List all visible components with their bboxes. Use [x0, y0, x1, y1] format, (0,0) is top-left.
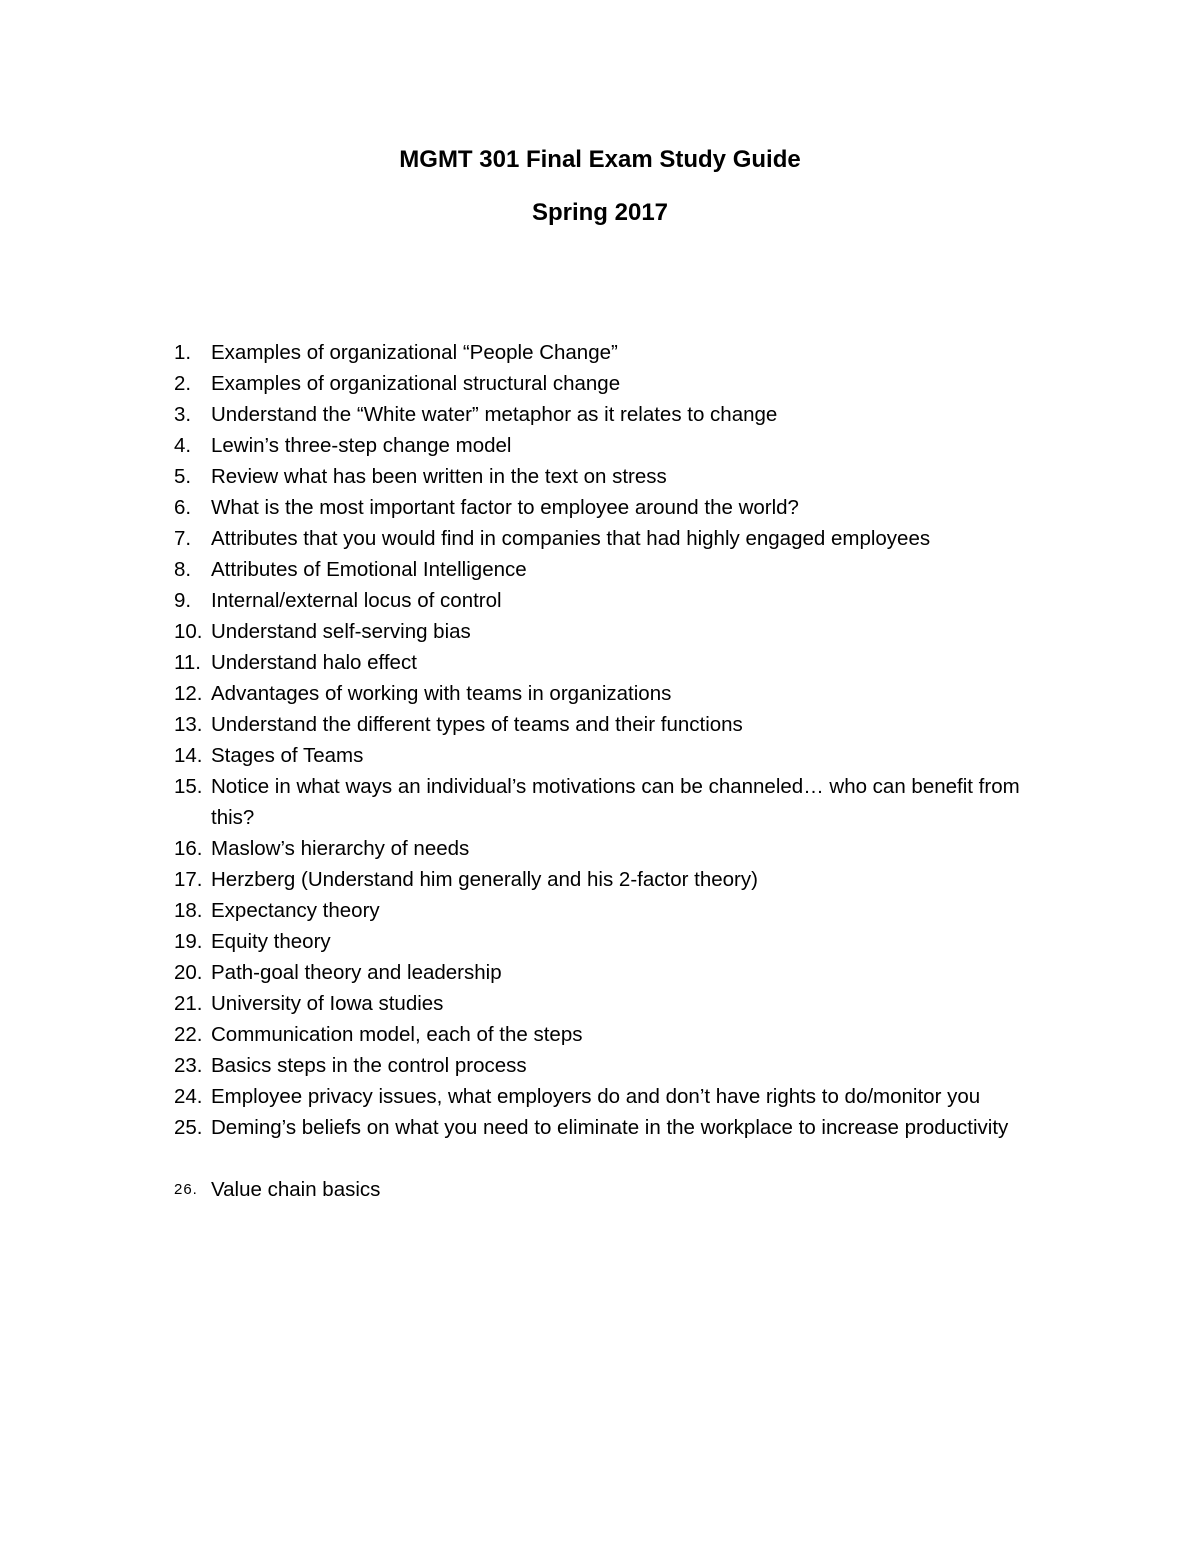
item-number: 2. — [174, 372, 192, 395]
page-subtitle: Spring 2017 — [531, 199, 669, 226]
item-number: 22. — [174, 1023, 203, 1046]
item-text: Understand halo effect — [211, 651, 417, 674]
item-text: Internal/external locus of control — [211, 589, 502, 612]
item-number: 17. — [174, 868, 203, 891]
item-text: Examples of organizational structural change — [211, 372, 621, 395]
item-number: 5. — [174, 465, 192, 488]
item-number: 19. — [174, 930, 203, 953]
item-number: 25. — [174, 1116, 203, 1139]
list-item — [0, 585, 1200, 616]
list-item — [0, 399, 1200, 430]
list-item — [0, 647, 1200, 678]
item-text: Deming’s beliefs on what you need to eliminate in the workplace to increase productivity — [211, 1116, 1009, 1139]
item-text: Communication model, each of the steps — [211, 1023, 583, 1046]
item-number: 26. — [174, 1181, 198, 1198]
item-text: Employee privacy issues, what employers do and don’t have rights to do/monitor you — [211, 1085, 981, 1108]
list-item — [0, 864, 1200, 895]
item-number: 24. — [174, 1085, 203, 1108]
list-item — [0, 957, 1200, 988]
list-item — [0, 926, 1200, 957]
item-number: 1. — [174, 341, 192, 364]
item-number: 4. — [174, 434, 192, 457]
list-item — [0, 492, 1200, 523]
list-item — [0, 1081, 1200, 1112]
item-text: Attributes of Emotional Intelligence — [211, 558, 527, 581]
item-number: 3. — [174, 403, 192, 426]
item-text: Review what has been written in the text on stress — [211, 465, 667, 488]
item-number: 21. — [174, 992, 203, 1015]
list-item — [0, 1019, 1200, 1050]
item-text: Examples of organizational “People Change” — [211, 341, 618, 364]
item-text: Notice in what ways an individual’s motivations can be channeled… who can benefit from this? — [211, 775, 1020, 829]
item-text: Lewin’s three-step change model — [211, 434, 512, 457]
item-number: 16. — [174, 837, 203, 860]
list-item — [0, 337, 1200, 368]
item-number: 12. — [174, 682, 203, 705]
item-text: Understand self-serving bias — [211, 620, 471, 643]
item-text: Path-goal theory and leadership — [211, 961, 502, 984]
list-item — [0, 709, 1200, 740]
item-text: What is the most important factor to employee around the world? — [211, 496, 799, 519]
list-item — [0, 1174, 1200, 1205]
list-item — [0, 554, 1200, 585]
list-item — [0, 430, 1200, 461]
list-item — [0, 740, 1200, 771]
list-item — [0, 1050, 1200, 1081]
list-item — [0, 833, 1200, 864]
item-text: Basics steps in the control process — [211, 1054, 527, 1077]
item-number: 13. — [174, 713, 203, 736]
item-text: Stages of Teams — [211, 744, 364, 767]
item-number: 8. — [174, 558, 192, 581]
list-item — [0, 616, 1200, 647]
list-item — [0, 895, 1200, 926]
list-item — [0, 678, 1200, 709]
item-text: Understand the different types of teams and their functions — [211, 713, 743, 736]
study-guide-list — [0, 337, 1200, 1205]
item-text: Advantages of working with teams in organizations — [211, 682, 672, 705]
item-text: Value chain basics — [211, 1178, 381, 1201]
item-text: Equity theory — [211, 930, 331, 953]
item-number: 18. — [174, 899, 203, 922]
item-text: Attributes that you would find in companies that had highly engaged employees — [211, 527, 931, 550]
item-number: 10. — [174, 620, 203, 643]
item-number: 20. — [174, 961, 203, 984]
list-item — [0, 1112, 1200, 1174]
list-item — [0, 368, 1200, 399]
item-text: Expectancy theory — [211, 899, 380, 922]
list-item — [0, 461, 1200, 492]
list-item — [0, 771, 1200, 833]
item-number: 23. — [174, 1054, 203, 1077]
item-number: 6. — [174, 496, 192, 519]
item-text: Understand the “White water” metaphor as it relates to change — [211, 403, 778, 426]
list-item — [0, 988, 1200, 1019]
item-number: 9. — [174, 589, 192, 612]
page-title: MGMT 301 Final Exam Study Guide — [399, 146, 801, 173]
item-number: 11. — [174, 651, 201, 674]
item-text: Herzberg (Understand him generally and his 2-factor theory) — [211, 868, 758, 891]
list-item — [0, 523, 1200, 554]
item-number: 14. — [174, 744, 203, 767]
item-number: 7. — [174, 527, 192, 550]
item-text: University of Iowa studies — [211, 992, 444, 1015]
item-number: 15. — [174, 775, 203, 798]
item-text: Maslow’s hierarchy of needs — [211, 837, 470, 860]
